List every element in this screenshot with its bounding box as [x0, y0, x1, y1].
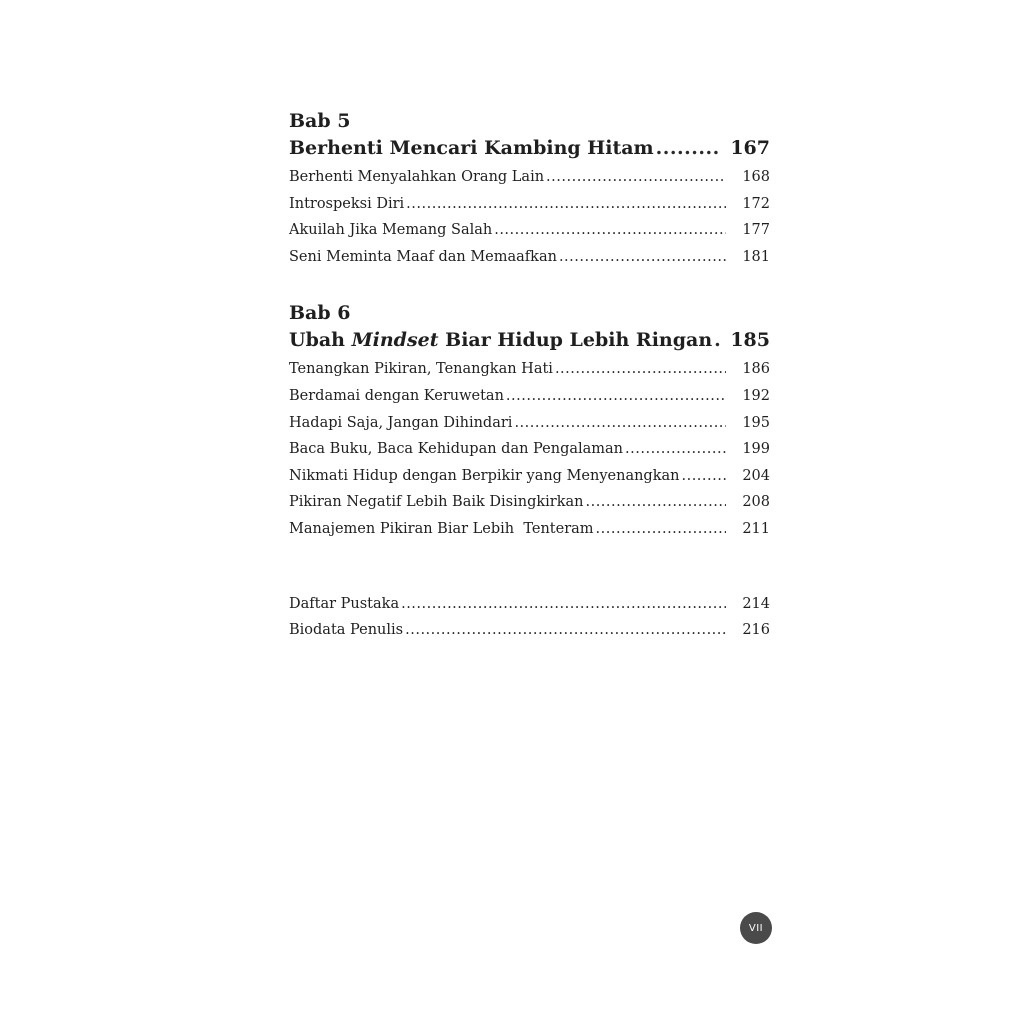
chapter-page-number: 167: [730, 137, 770, 159]
chapter-title-suffix: Biar Hidup Lebih Ringan: [438, 329, 713, 352]
section-page-number: 211: [742, 520, 770, 537]
dot-leader: [559, 244, 726, 271]
appendix: [289, 591, 770, 644]
appendix-page-number: 214: [742, 595, 770, 612]
chapter-6: [289, 300, 770, 542]
toc-entry: [289, 383, 770, 410]
section-title: Tenangkan Pikiran, Tenangkan Hati: [289, 361, 553, 378]
appendix-title: Biodata Penulis: [289, 622, 404, 639]
dot-leader: [585, 489, 726, 516]
toc-entry: [289, 463, 770, 490]
dot-leader: [714, 326, 720, 354]
toc-entry: [289, 217, 770, 244]
toc-entry: [289, 617, 770, 644]
dot-leader: [406, 191, 726, 218]
section-title: Seni Meminta Maaf dan Memaafkan: [289, 248, 557, 265]
chapter-label: Bab 5: [289, 110, 351, 132]
appendix-page-number: 216: [742, 622, 770, 639]
section-title: Akuilah Jika Memang Salah: [289, 222, 493, 239]
chapter-title-prefix: Ubah: [289, 329, 352, 352]
dot-leader: [405, 617, 726, 644]
toc-entry: [289, 516, 770, 543]
chapter-page-number: 185: [730, 329, 770, 352]
section-page-number: 192: [742, 387, 770, 404]
dot-leader: [546, 164, 726, 191]
chapter-title: [289, 326, 712, 354]
section-page-number: 168: [742, 169, 770, 185]
toc-entry: [289, 489, 770, 516]
dot-leader: [555, 356, 726, 383]
chapter-title-row: [289, 326, 770, 354]
dot-leader: [681, 463, 726, 490]
dot-leader: [514, 410, 726, 437]
section-page-number: 199: [742, 441, 770, 458]
section-page-number: 195: [742, 414, 770, 431]
toc-entry: [289, 410, 770, 437]
chapter-5: [289, 108, 770, 270]
section-page-number: 181: [742, 248, 770, 265]
dot-leader: [656, 134, 721, 162]
table-of-contents: [289, 108, 770, 644]
section-page-number: 204: [742, 467, 770, 484]
chapter-label: Bab 6: [289, 302, 351, 325]
toc-entry: [289, 191, 770, 218]
section-title: Baca Buku, Baca Kehidupan dan Pengalaman: [289, 441, 624, 458]
dot-leader: [596, 516, 726, 543]
dot-leader: [401, 591, 726, 618]
chapter-title-italic: Mindset: [351, 329, 439, 352]
section-page-number: 186: [742, 361, 770, 378]
toc-entry: [289, 436, 770, 463]
toc-entry: [289, 164, 770, 191]
section-page-number: 177: [742, 222, 770, 239]
chapter-title: Berhenti Mencari Kambing Hitam: [289, 137, 654, 159]
toc-entry: [289, 591, 770, 618]
section-title: Berhenti Menyalahkan Orang Lain: [289, 169, 545, 185]
section-title: Berdamai dengan Keruwetan: [289, 387, 504, 404]
page-number-badge: VII: [740, 912, 772, 944]
dot-leader: [506, 383, 726, 410]
section-title: Pikiran Negatif Lebih Baik Disingkirkan: [289, 494, 584, 511]
section-title: Manajemen Pikiran Biar Lebih Tenteram: [289, 520, 594, 537]
appendix-title: Daftar Pustaka: [289, 595, 400, 612]
chapter-title-row: [289, 134, 770, 162]
section-title: Introspeksi Diri: [289, 195, 405, 212]
section-title: Nikmati Hidup dengan Berpikir yang Menyenangkan: [289, 467, 680, 484]
section-page-number: 172: [742, 195, 770, 212]
section-title: Hadapi Saja, Jangan Dihindari: [289, 414, 513, 431]
dot-leader: [625, 436, 726, 463]
toc-entry: [289, 356, 770, 383]
toc-entry: [289, 244, 770, 271]
dot-leader: [494, 217, 726, 244]
section-page-number: 208: [742, 494, 770, 511]
